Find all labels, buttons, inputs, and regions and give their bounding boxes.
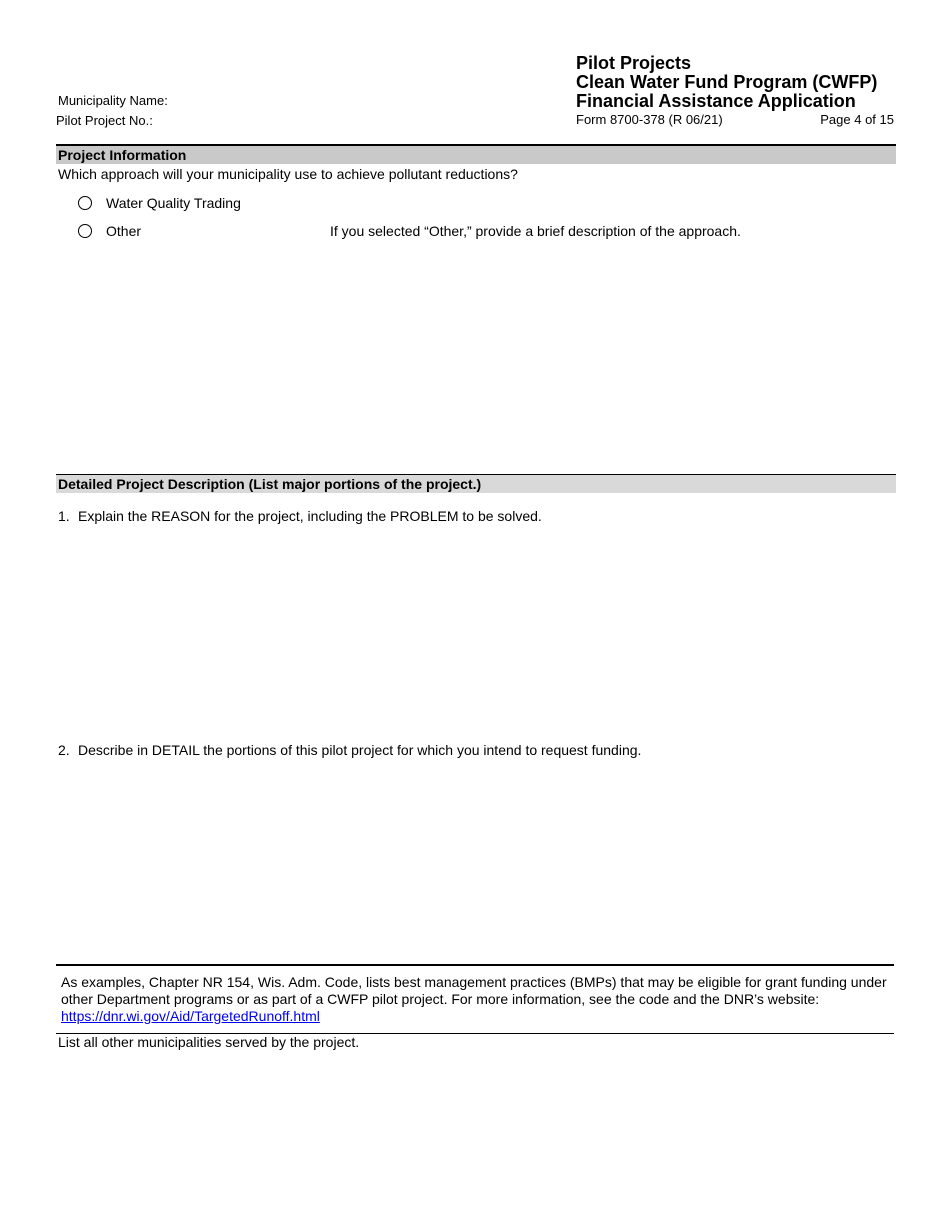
bmp-note — [61, 974, 891, 1025]
form-number: Form 8700-378 (R 06/21) — [576, 112, 723, 127]
pilot-project-no-label: Pilot Project No.: — [56, 113, 153, 128]
radio-water-quality-trading[interactable] — [78, 196, 92, 210]
other-description-field[interactable] — [330, 244, 894, 468]
municipality-name-label: Municipality Name: — [58, 93, 168, 108]
detailed-description-heading: Detailed Project Description (List major portions of the project.) — [56, 474, 896, 493]
form-title-line1: Pilot Projects — [576, 53, 692, 73]
question-1-answer-field[interactable] — [78, 530, 894, 734]
pilot-project-no-field[interactable] — [164, 112, 548, 130]
question-1-text: Explain the REASON for the project, including the PROBLEM to be solved. — [78, 508, 542, 524]
project-information-heading: Project Information — [56, 144, 896, 164]
form-title-line3: Financial Assistance Application — [576, 91, 856, 111]
note-top-rule — [56, 964, 894, 966]
page-number: Page 4 of 15 — [820, 112, 894, 127]
municipality-name-field[interactable] — [182, 92, 546, 110]
question-1-number: 1. — [58, 508, 70, 524]
other-municipalities-field[interactable] — [58, 1056, 894, 1210]
other-description-prompt: If you selected “Other,” provide a brief description of the approach. — [330, 223, 741, 239]
option-label-other: Other — [106, 223, 142, 239]
question-2-answer-field[interactable] — [78, 764, 894, 960]
form-title-line2: Clean Water Fund Program (CWFP) — [576, 72, 878, 92]
other-municipalities-label: List all other municipalities served by the project. — [58, 1034, 360, 1050]
radio-other[interactable] — [78, 224, 92, 238]
approach-question: Which approach will your municipality use to achieve pollutant reductions? — [58, 166, 518, 182]
option-label-water-quality-trading: Water Quality Trading — [106, 195, 241, 211]
targeted-runoff-link[interactable]: https://dnr.wi.gov/Aid/TargetedRunoff.html — [61, 1008, 320, 1024]
bmp-note-text: As examples, Chapter NR 154, Wis. Adm. Code, lists best management practices (BMPs) that may be eligible for grant funding under other Department programs or as part of a CWFP pilot project. For more information, see the code and the DNR’s website: — [61, 974, 887, 1007]
question-2-text: Describe in DETAIL the portions of this pilot project for which you intend to request funding. — [78, 742, 642, 758]
question-2-number: 2. — [58, 742, 70, 758]
